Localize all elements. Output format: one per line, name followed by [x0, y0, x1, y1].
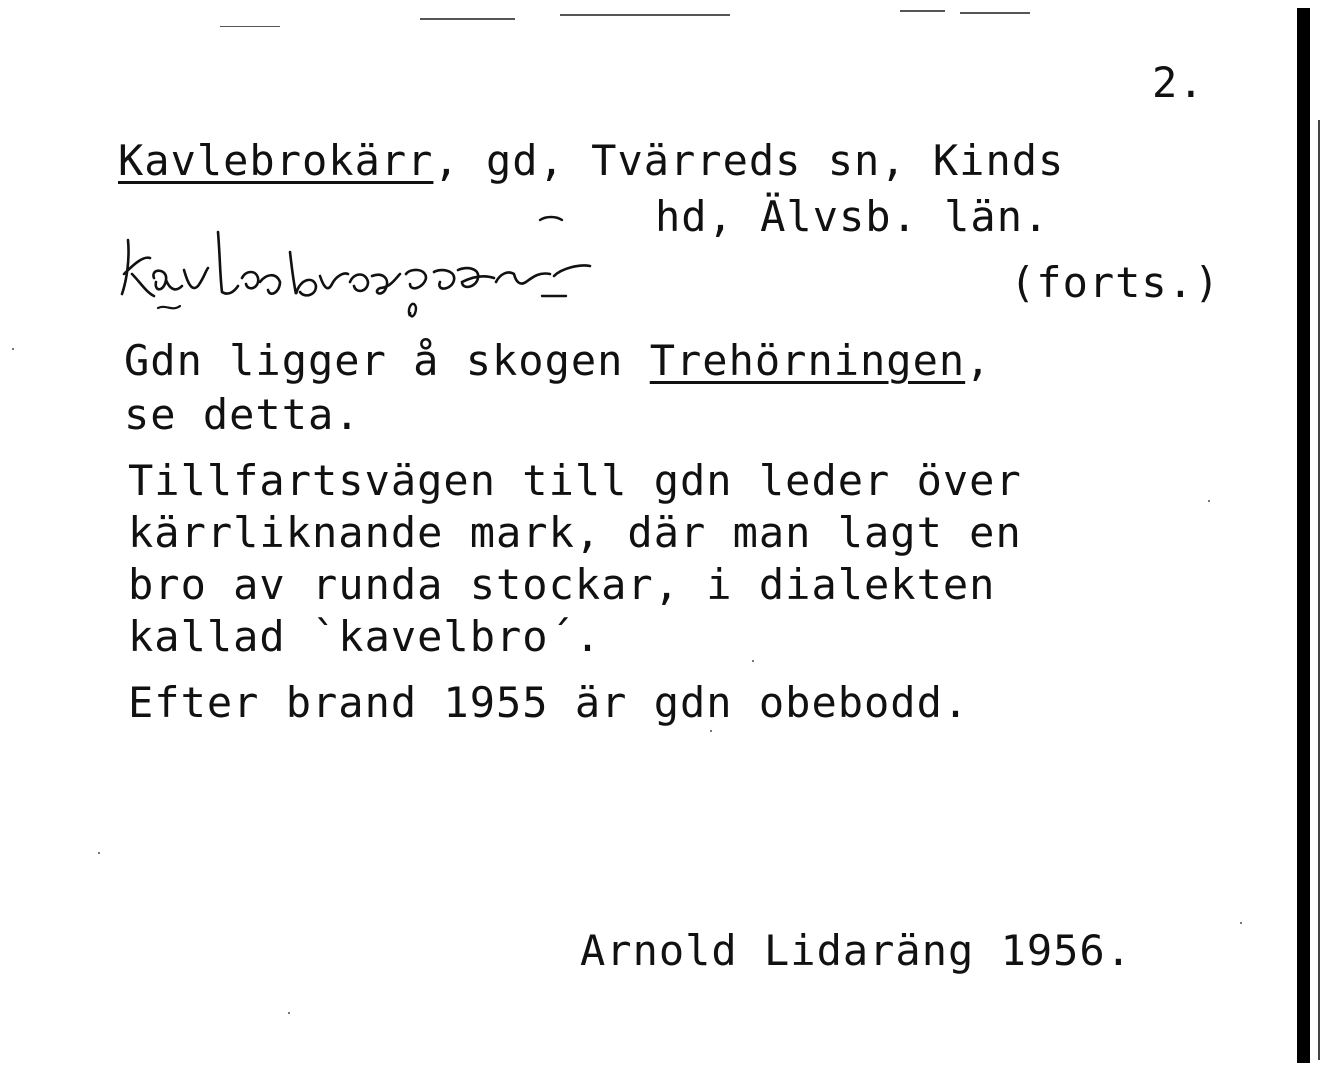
scan-mark — [960, 12, 1030, 14]
paragraph-1-line-2: se detta. — [124, 390, 361, 439]
paragraph-1-comma: , — [965, 336, 992, 385]
card-edge-shadow — [1297, 8, 1310, 1063]
headword-location: , gd, Tvärreds sn, Kinds — [433, 136, 1065, 185]
handwritten-pronunciation — [110, 212, 600, 322]
scan-speck — [1208, 500, 1210, 502]
paragraph-2-line-4: kallad `kavelbro´. — [128, 612, 602, 661]
paragraph-2-line-1: Tillfartsvägen till gdn leder över — [128, 456, 1022, 505]
handwritten-pronunciation-text: kavlebrokär — [110, 212, 115, 213]
location-line-2: hd, Älvsb. län. — [655, 192, 1050, 241]
paragraph-2-line-3: bro av runda stockar, i dialekten — [128, 560, 996, 609]
scan-speck — [1240, 922, 1242, 924]
headword-line — [118, 136, 1065, 185]
signature: Arnold Lidaräng 1956. — [580, 926, 1133, 975]
page-number: 2. — [1152, 58, 1205, 107]
scan-speck — [12, 348, 14, 350]
scan-mark — [220, 26, 280, 27]
scan-speck — [710, 730, 712, 732]
scan-mark — [420, 18, 515, 20]
continued-marker: (forts.) — [1010, 258, 1221, 307]
scan-mark — [900, 10, 945, 12]
scan-speck — [288, 1012, 290, 1014]
headword: Kavlebrokärr — [118, 136, 434, 185]
scan-speck — [752, 660, 754, 662]
paragraph-2-line-2: kärrliknande mark, där man lagt en — [128, 508, 1022, 557]
scan-speck — [98, 852, 100, 854]
paragraph-3: Efter brand 1955 är gdn obebodd. — [128, 678, 970, 727]
paragraph-1-text: Gdn ligger å skogen — [124, 336, 650, 385]
cross-reference: Trehörningen — [649, 336, 966, 385]
paragraph-1-line-1 — [124, 336, 992, 385]
scan-mark — [560, 14, 730, 16]
card-edge-line — [1318, 120, 1320, 1060]
